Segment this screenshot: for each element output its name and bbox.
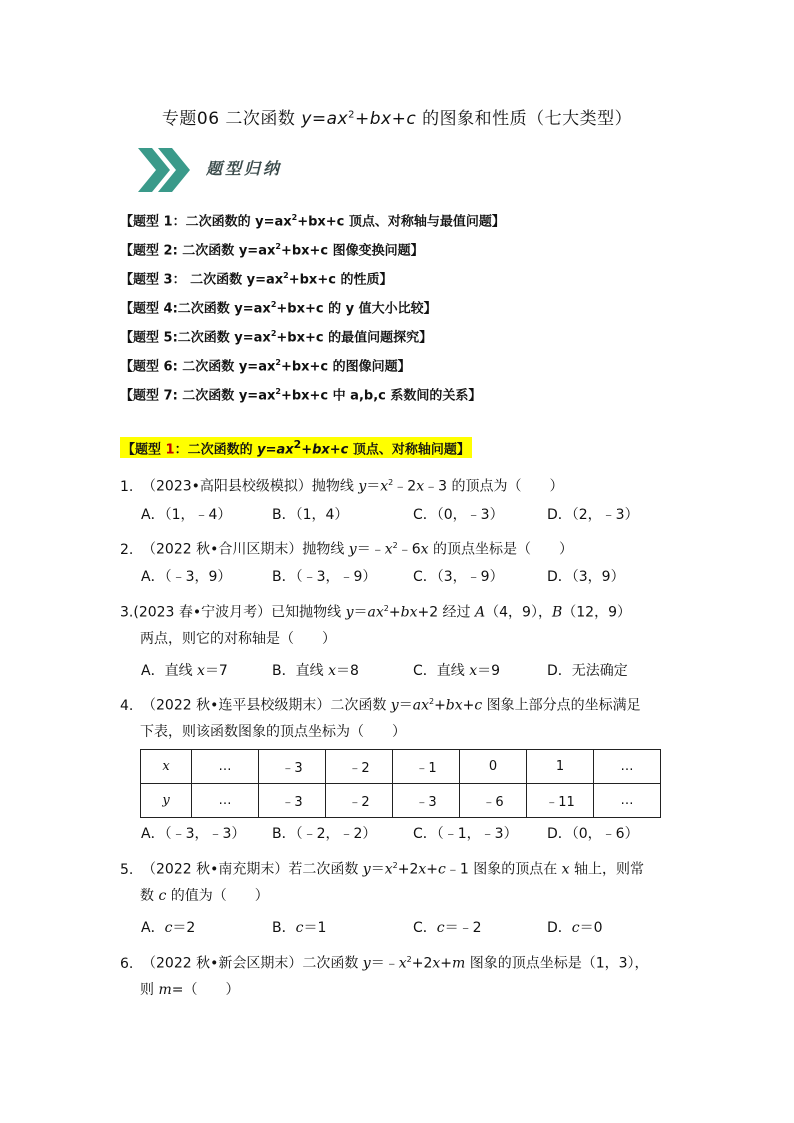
table-cell: ﹣3 xyxy=(259,750,326,784)
question-5-line-2: 数 c 的值为（ ） xyxy=(140,888,269,904)
double-chevron-icon xyxy=(136,146,196,194)
toc-item-6: 【题型 6: 二次函数 $y=ax^2+bx+c$ 的图像问题】 xyxy=(120,358,411,375)
question-4-line-2: 下表，则该函数图象的顶点坐标为（ ） xyxy=(140,724,406,740)
option-d: D．（0，﹣6） xyxy=(547,826,639,842)
question-6-line-2: 则 m=（ ） xyxy=(140,982,240,998)
toc-item-4: 【题型 4:二次函数 $y=ax^2+bx+c$ 的 y 值大小比较】 xyxy=(120,300,437,317)
option-b: B．（﹣2，﹣2） xyxy=(272,826,377,842)
title-y: y xyxy=(301,109,312,129)
title-eq: = xyxy=(311,109,327,129)
table-cell: ﹣3 xyxy=(393,784,460,818)
section-heading-type-1: 【题型 1：二次函数的 $y=ax^2+bx+c$ 顶点、对称轴问题】 xyxy=(122,438,470,458)
question-3: 3.(2023 春•宁波月考）已知抛物线 $y=ax^2+bx+2$ 经过 A（4，9），B（12，9） xyxy=(120,604,631,621)
toc-item-5: 【题型 5:二次函数 $y=ax^2+bx+c$ 的最值问题探究】 xyxy=(120,329,433,346)
table-cell: ﹣2 xyxy=(326,784,393,818)
table-cell: ﹣11 xyxy=(527,784,594,818)
table-cell: 1 xyxy=(527,750,594,784)
option-a: A．（﹣3，﹣3） xyxy=(141,826,246,842)
option-c: C．（3，﹣9） xyxy=(413,569,504,585)
option-c: C．直线 x＝9 xyxy=(413,663,501,679)
question-2: 2. （2022 秋•合川区期末）抛物线 $y=﹣x^2﹣6x$ 的顶点坐标是（ ） xyxy=(120,541,573,558)
title-c: c xyxy=(406,109,417,129)
banner-label: 题型归纳 xyxy=(206,159,283,178)
toc-item-3: 【题型 3： 二次函数 $y=ax^2+bx+c$ 的性质】 xyxy=(120,271,393,288)
question-5: 5. （2022 秋•南充期末）若二次函数 $y=x^2+2x+c﹣1$ 图象的顶点在 x 轴上，则常 xyxy=(120,861,645,878)
title-bx: +bx+ xyxy=(355,109,407,129)
title-suffix: 的图象和性质（七大类型） xyxy=(416,109,633,129)
value-table xyxy=(140,749,661,818)
table-cell: … xyxy=(594,784,661,818)
table-cell: … xyxy=(192,784,259,818)
page-title xyxy=(0,104,794,129)
table-cell: y xyxy=(141,784,192,818)
title-exp: 2 xyxy=(348,109,355,121)
option-a: A．（1，﹣4） xyxy=(141,507,232,523)
option-d: D．（3，9） xyxy=(547,569,625,585)
question-4: 4. （2022 秋•连平县校级期末）二次函数 $y=ax^2+bx+c$ 图象上部分点的坐标满足 xyxy=(120,697,641,714)
question-type-list xyxy=(120,206,505,409)
table-cell: ﹣6 xyxy=(460,784,527,818)
option-d: D．（2，﹣3） xyxy=(547,507,639,523)
table-row-x xyxy=(141,750,661,784)
table-cell: 0 xyxy=(460,750,527,784)
option-a: A．直线 x＝7 xyxy=(141,663,228,679)
toc-item-2: 【题型 2: 二次函数 $y=ax^2+bx+c$ 图像变换问题】 xyxy=(120,242,424,259)
option-a: A．c＝2 xyxy=(141,920,196,936)
table-cell: … xyxy=(594,750,661,784)
table-cell: ﹣2 xyxy=(326,750,393,784)
option-c: C．（﹣1，﹣3） xyxy=(413,826,518,842)
option-c: C．（0，﹣3） xyxy=(413,507,504,523)
option-c: C．c＝﹣2 xyxy=(413,920,482,936)
option-b: B．直线 x＝8 xyxy=(272,663,359,679)
table-cell: x xyxy=(141,750,192,784)
option-b: B．c＝1 xyxy=(272,920,327,936)
option-b: B．（﹣3，﹣9） xyxy=(272,569,377,585)
question-6: 6. （2022 秋•新会区期末）二次函数 $y=﹣x^2+2x+m$ 图象的顶点坐标是（1，3）， xyxy=(120,955,649,972)
option-b: B．（1，4） xyxy=(272,507,349,523)
table-cell: ﹣3 xyxy=(259,784,326,818)
toc-item-1: 【题型 1：二次函数的 $y=ax^2+bx+c$ 顶点、对称轴与最值问题】 xyxy=(120,213,505,230)
title-prefix: 专题06 二次函数 xyxy=(161,109,302,129)
question-1: 1. （2023•高阳县校级模拟）抛物线 $y=x^2﹣2x﹣3$ 的顶点为（ ） xyxy=(120,478,564,495)
table-cell: ﹣1 xyxy=(393,750,460,784)
table-cell: … xyxy=(192,750,259,784)
toc-item-7: 【题型 7: 二次函数 $y=ax^2+bx+c$ 中 a,b,c 系数间的关系】 xyxy=(120,387,482,404)
question-3-line-2: 两点，则它的对称轴是（ ） xyxy=(140,631,336,647)
option-d: D．c＝0 xyxy=(547,920,603,936)
option-d: D．无法确定 xyxy=(547,663,628,679)
title-ax: ax xyxy=(326,109,349,129)
section-banner xyxy=(136,146,326,194)
option-a: A．（﹣3，9） xyxy=(141,569,232,585)
table-row-y xyxy=(141,784,661,818)
